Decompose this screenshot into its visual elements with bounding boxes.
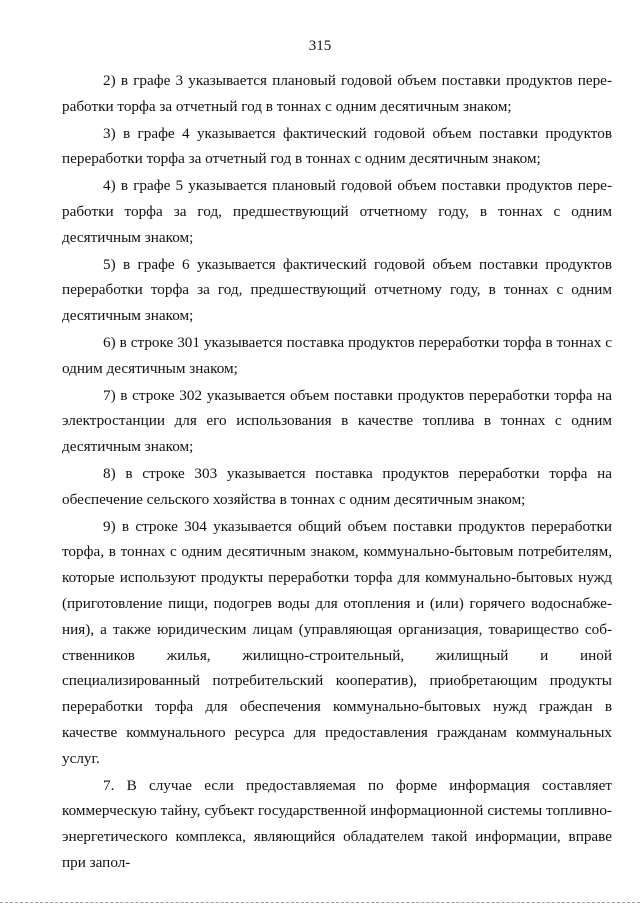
list-item-graph-4: 3) в графе 4 указывается фактический годовой объем поставки продуктов переработки торфа за отчетный год в тоннах с одним десятичным знаком; — [62, 124, 612, 168]
list-item-graph-6: 5) в графе 6 указывается фактический годовой объем поставки продуктов переработки торфа за год, предшествующий отчетному году, в тоннах с одним десятичным знаком; — [62, 255, 612, 325]
list-item-graph-3: 2) в графе 3 указывается плановый годовой объем поставки продуктов переработки торфа за отчетный год в тоннах с одним десятичным знаком; — [62, 72, 612, 115]
list-item-graph-5: 4) в графе 5 указывается плановый годовой объем поставки продуктов переработки торфа за год, предшествующий отчетному году, в тоннах с одним десятичным знаком; — [62, 177, 612, 246]
list-item-row-302: 7) в строке 302 указывается объем поставки продуктов переработки торфа на электростанции для его использования в качестве топлива в тоннах с одним десятичным знаком; — [62, 386, 612, 456]
list-item-row-304: 9) в строке 304 указывается общий объем поставки продуктов переработки торфа, в тоннах с одним десятичным знаком, коммунально-бытовым потребителям, которые используют продукты переработки торфа для коммунально-бытовых нужд (приготовление пищи, подогрев воды для отопления и (или) горячего водоснабжения), а также юридическим лицам (управляющая организация, товарищество собственников жилья, жилищно-строительный, жилищный и иной специализированный потребительский кооператив), приобретающим продукты переработки торфа для обеспечения коммунально-бытовых нужд граждан в качестве коммунального ресурса для предоставления гражданам коммунальных услуг. — [62, 517, 612, 767]
page-number: 315 — [308, 38, 332, 54]
page-edge-divider — [0, 902, 640, 903]
list-item-row-301: 6) в строке 301 указывается поставка продуктов переработки торфа в тоннах с одним десятичным знаком; — [62, 333, 612, 377]
list-item-row-303: 8) в строке 303 указывается поставка продуктов переработки торфа на обеспечение сельского хозяйства в тоннах с одним десятичным знаком; — [62, 464, 612, 508]
section-7-paragraph: 7. В случае если предоставляемая по форме информация составляет коммерческую тайну, субъект государственной информационной системы топливно-энергетического комплекса, являющийся обладателем такой информации, вправе при запол- — [62, 776, 612, 871]
document-body — [62, 68, 612, 877]
